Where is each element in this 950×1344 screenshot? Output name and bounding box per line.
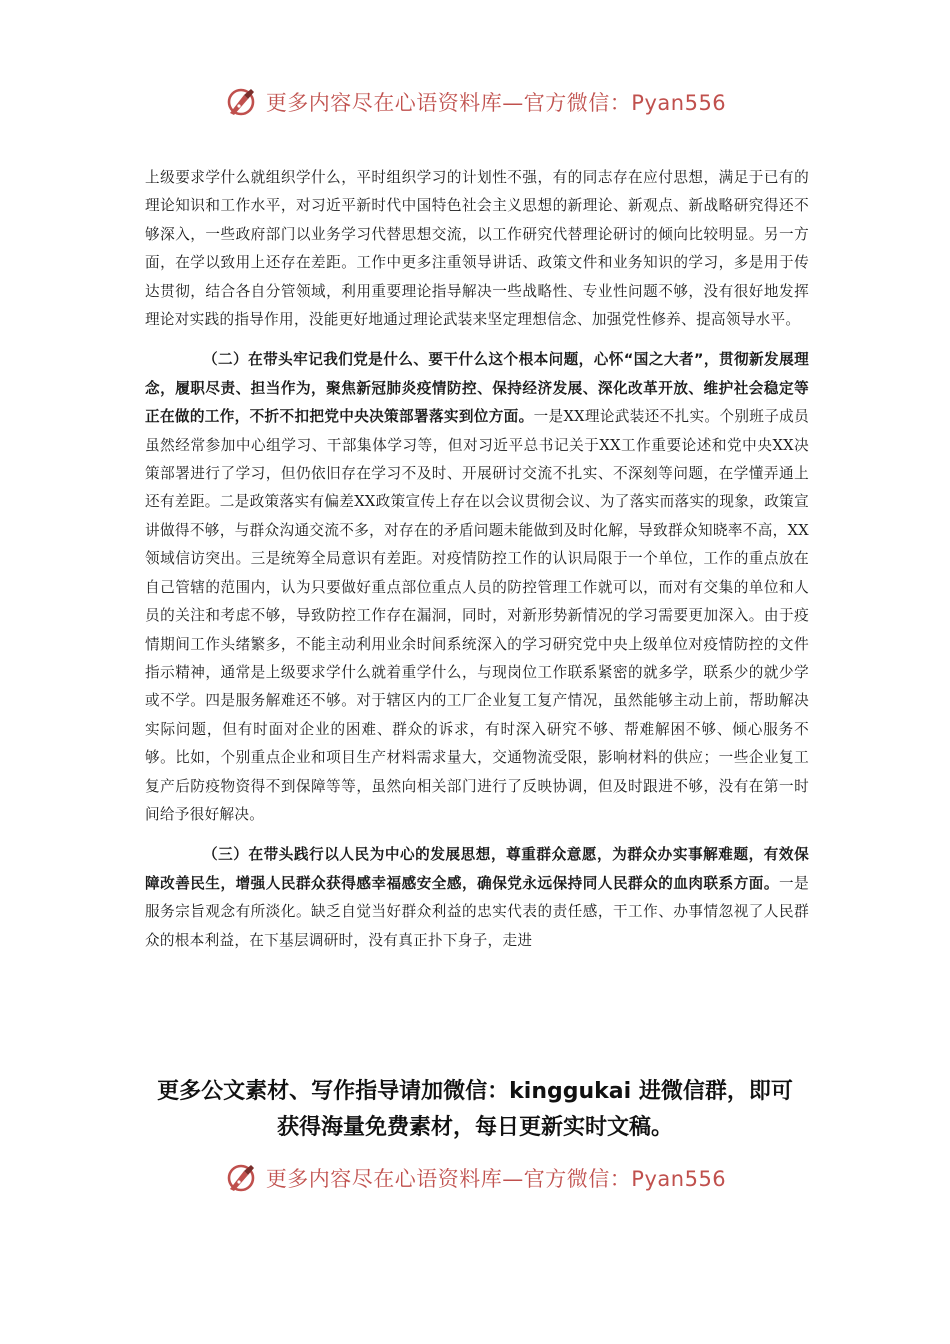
footer-banner-text: 更多内容尽在心语资料库—官方微信：Pyan556 <box>265 1167 727 1191</box>
promo-line-2: 获得海量免费素材，每日更新实时文稿。 <box>276 1115 673 1140</box>
section-3-body: 一是服务宗旨观念有所淡化。缺乏自觉当好群众利益的忠实代表的责任感，干工作、办事情忽视了人民群众的根本利益，在下基层调研时，没有真正扑下身子，走进 <box>145 874 809 949</box>
header-banner <box>0 80 950 124</box>
pen-nib-icon <box>224 1161 258 1195</box>
paragraph-3 <box>145 841 809 955</box>
footer-banner <box>0 1156 950 1200</box>
section-3-heading: （三）在带头践行以人民为中心的发展思想，尊重群众意愿，为群众办实事解难题，有效保障改善民生，增强人民群众获得感幸福感安全感，确保党永远保持同人民群众的血肉联系方面。 <box>145 846 809 892</box>
paragraph-2 <box>145 346 809 829</box>
header-banner-text: 更多内容尽在心语资料库—官方微信：Pyan556 <box>265 91 727 115</box>
pen-nib-icon <box>224 85 258 119</box>
promo-notice <box>100 1074 850 1146</box>
paragraph-1: 上级要求学什么就组织学什么，平时组织学习的计划性不强，有的同志存在应付思想，满足于已有的理论知识和工作水平，对习近平新时代中国特色社会主义思想的新理论、新观点、新战略研究得还不够深入，一些政府部门以业务学习代替思想交流，以工作研究代替理论研讨的倾向比较明显。另一方面，在学以致用上还存在差距。工作中更多注重领导讲话、政策文件和业务知识的学习，多是用于传达贯彻，结合各自分管领域，利用重要理论指导解决一些战略性、专业性问题不够，没有很好地发挥理论对实践的指导作用，没能更好地通过理论武装来坚定理想信念、加强党性修养、提高领导水平。 <box>145 169 809 329</box>
section-2-heading: （二）在带头牢记我们党是什么、要干什么这个根本问题，心怀“国之大者”，贯彻新发展理念，履职尽责、担当作为，聚焦新冠肺炎疫情防控、保持经济发展、深化改革开放、维护社会稳定等正在做的工作，不折不扣把党中央决策部署落实到位方面。 <box>145 351 809 426</box>
document-body <box>145 164 809 955</box>
promo-line-1: 更多公文素材、写作指导请加微信：kinggukai 进微信群，即可 <box>157 1079 793 1104</box>
section-2-body: 一是XX理论武装还不扎实。个别班子成员虽然经常参加中心组学习、干部集体学习等，但对习近平总书记关于XX工作重要论述和党中央XX决策部署进行了学习，但仍依旧存在学习不及时、开展研讨交流不扎实、不深刻等问题，在学懂弄通上还有差距。二是政策落实有偏差XX政策宣传上存在以会议贯彻会议、为了落实而落实的现象，政策宣讲做得不够，与群众沟通交流不多，对存在的矛盾问题未能做到及时化解，导致群众知晓率不高，XX领域信访突出。三是统筹全局意识有差距。对疫情防控工作的认识局限于一个单位，工作的重点放在自己管辖的范围内，认为只要做好重点部位重点人员的防控管理工作就可以，而对有交集的单位和人员的关注和考虑不够，导致防控工作存在漏洞，同时，对新形势新情况的学习需要更加深入。由于疫情期间工作头绪繁多，不能主动利用业余时间系统深入的学习研究党中央上级单位对疫情防控的文件指示精神，通常是上级要求学什么就着重学什么，与现岗位工作联系紧密的就多学，联系少的就少学或不学。四是服务解难还不够。对于辖区内的工厂企业复工复产情况，虽然能够主动上前，帮助解决实际问题，但有时面对企业的困难、群众的诉求，有时深入研究不够、帮难解困不够、倾心服务不够。比如，个别重点企业和项目生产材料需求量大，交通物流受限，影响材料的供应；一些企业复工复产后防疫物资得不到保障等等，虽然向相关部门进行了反映协调，但及时跟进不够，没有在第一时间给予很好解决。 <box>145 408 809 823</box>
